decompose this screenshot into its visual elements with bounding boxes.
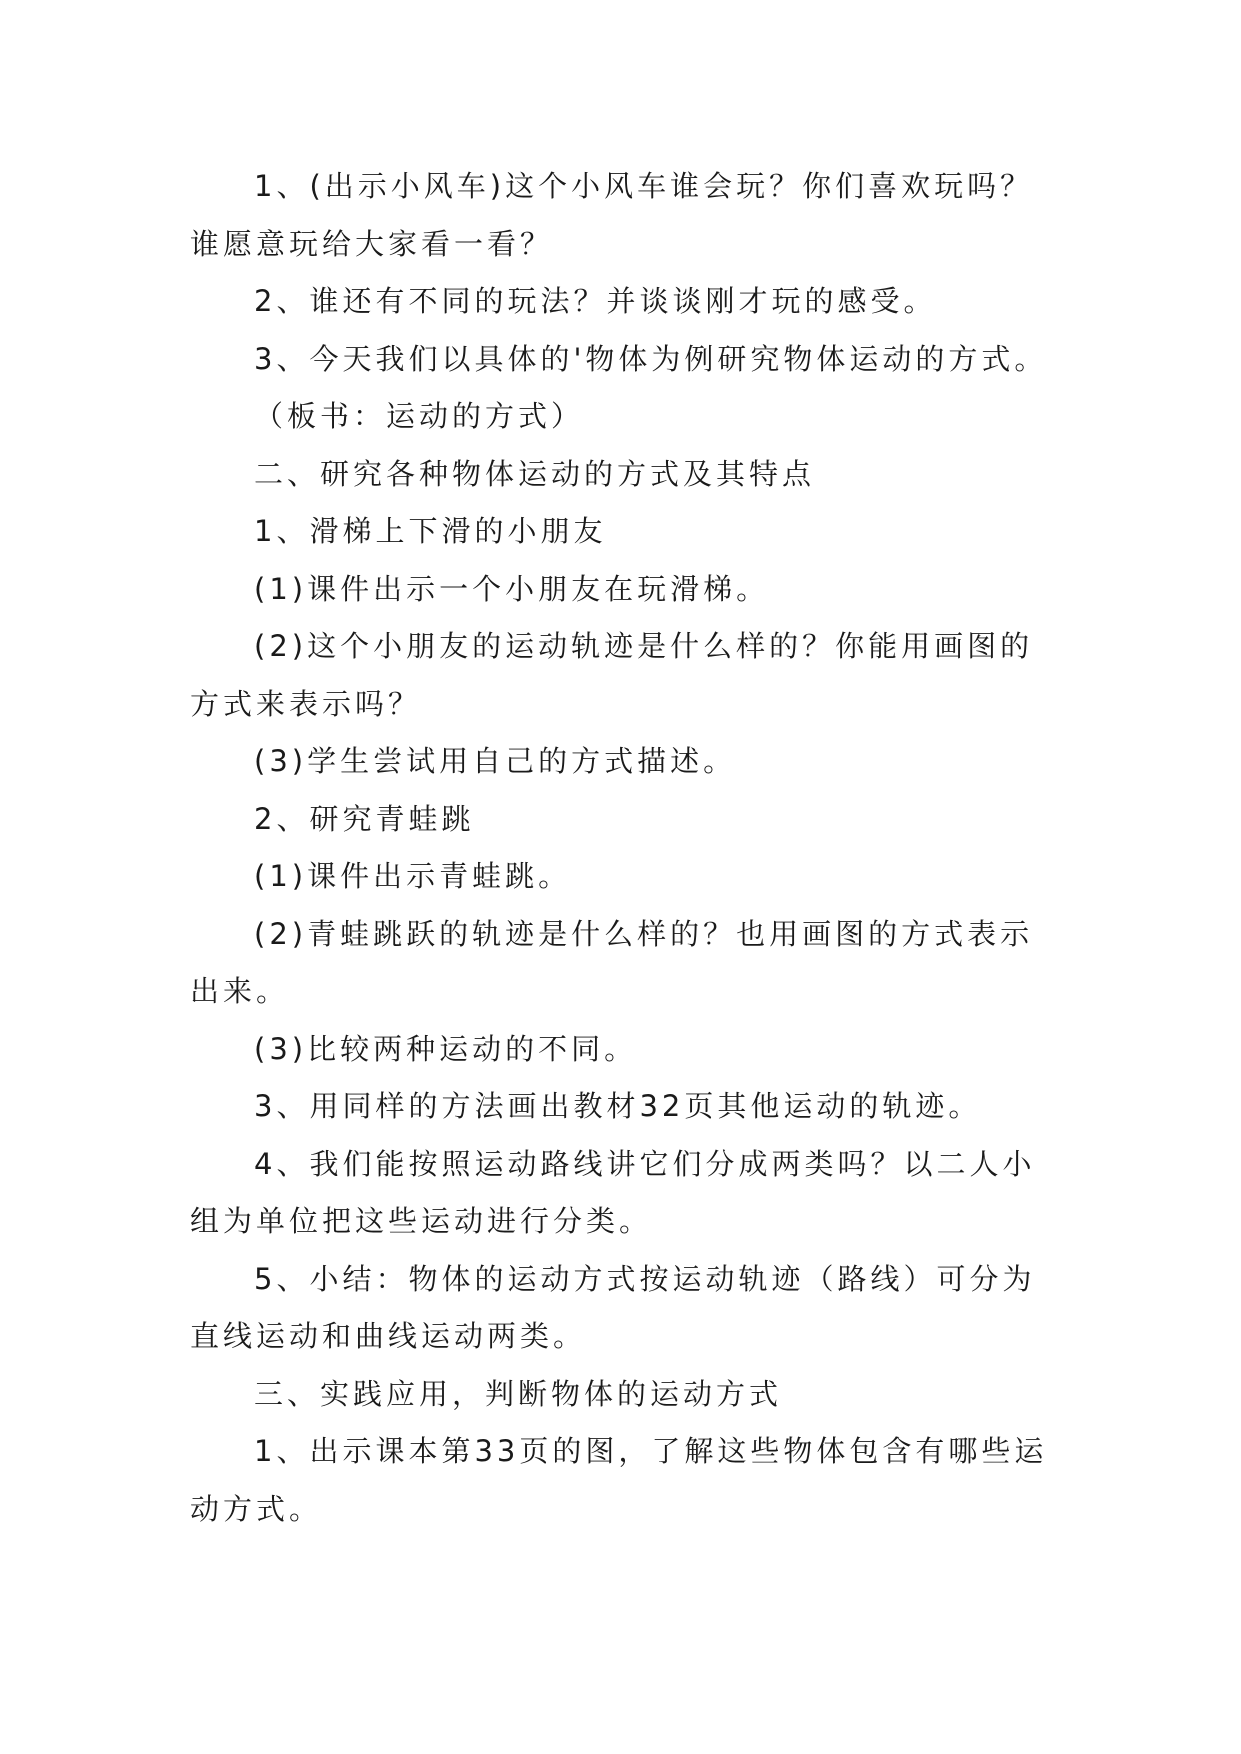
document-body — [190, 158, 1060, 1538]
paragraph: (2)青蛙跳跃的轨迹是什么样的？也用画图的方式表示出来。 — [190, 916, 1034, 1008]
section-heading: 二、研究各种物体运动的方式及其特点 — [254, 456, 816, 491]
paragraph: 3、今天我们以具体的'物体为例研究物体运动的方式。 — [254, 341, 1048, 376]
paragraph: 3、用同样的方法画出教材32页其他运动的轨迹。 — [254, 1089, 982, 1123]
paragraph: (1)课件出示青蛙跳。 — [254, 859, 572, 893]
paragraph: 4、我们能按照运动路线讲它们分成两类吗？以二人小组为单位把这些运动进行分类。 — [190, 1146, 1036, 1238]
paragraph: （板书：运动的方式） — [254, 399, 585, 433]
paragraph: (2)这个小朋友的运动轨迹是什么样的？你能用画图的方式来表示吗？ — [190, 629, 1034, 721]
paragraph: 1、出示课本第33页的图，了解这些物体包含有哪些运动方式。 — [190, 1434, 1048, 1526]
paragraph: (1)课件出示一个小朋友在玩滑梯。 — [254, 571, 770, 606]
paragraph: 2、谁还有不同的玩法？并谈谈刚才玩的感受。 — [254, 284, 937, 318]
paragraph: 1、滑梯上下滑的小朋友 — [254, 514, 607, 548]
paragraph: 2、研究青蛙跳 — [254, 801, 475, 836]
paragraph: 1、(出示小风车)这个小风车谁会玩？你们喜欢玩吗？谁愿意玩给大家看一看？ — [190, 169, 1034, 261]
paragraph: (3)学生尝试用自己的方式描述。 — [254, 744, 737, 778]
paragraph: 5、小结：物体的运动方式按运动轨迹（路线）可分为直线运动和曲线运动两类。 — [190, 1261, 1036, 1353]
paragraph: (3)比较两种运动的不同。 — [254, 1031, 638, 1066]
section-heading: 三、实践应用，判断物体的运动方式 — [254, 1376, 783, 1411]
